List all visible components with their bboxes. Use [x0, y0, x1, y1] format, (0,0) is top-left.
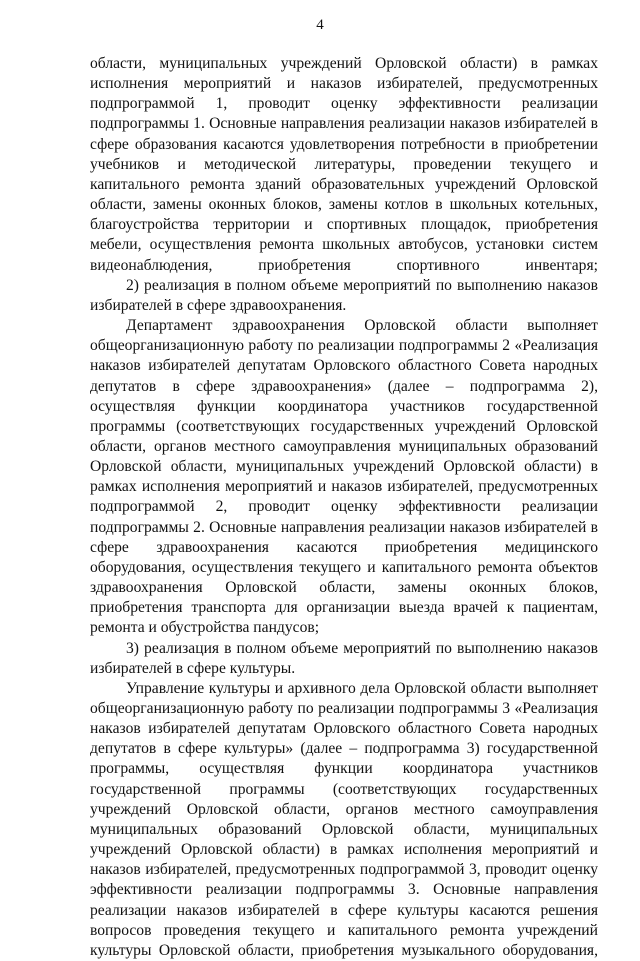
- paragraph-healthcare-department: Департамент здравоохранения Орловской области выполняет общеорганизационную работу по реализации подпрограммы 2 «Реализация наказов избирателей депутатам Орловского областного Совета народных депутатов в сфере здравоохранения» (далее – подпрограмма 2), осуществляя функции координатора участников государственной программы (соответствующих государственных учреждений Орловской области, органов местного самоуправления муниципальных образований Орловской области, муниципальных учреждений Орловской области) в рамках исполнения мероприятий и наказов избирателей, предусмотренных подпрограммой 2, проводит оценку эффективности реализации подпрограммы 2. Основные направления реализации наказов избирателей в сфере здравоохранения касаются приобретения медицинского оборудования, осуществления текущего и капитального ремонта объектов здравоохранения Орловской области, замены оконных блоков, приобретения транспорта для организации выезда врачей к пациентам, ремонта и обустройства пандусов;: [90, 317, 598, 637]
- body-text: [90, 54, 598, 961]
- paragraph-item-3-culture: 3) реализация в полном объеме мероприятий по выполнению наказов избирателей в сфере культуры.: [90, 639, 598, 677]
- paragraph-item-2-healthcare: 2) реализация в полном объеме мероприятий по выполнению наказов избирателей в сфере здравоохранения.: [90, 276, 598, 314]
- page-number: 4: [316, 17, 324, 33]
- paragraph-education-continued: области, муниципальных учреждений Орловской области) в рамках исполнения мероприятий и наказов избирателей, предусмотренных подпрограммой 1, проводит оценку эффективности реализации подпрограммы 1. Основные направления реализации наказов избирателей в сфере образования касаются удовлетворения потребности в приобретении учебников и методической литературы, проведении текущего и капитального ремонта зданий образовательных учреждений Орловской области, замены оконных блоков, замены котлов в школьных котельных, благоустройства территории и спортивных площадок, приобретения мебели, осуществления ремонта школьных автобусов, установки систем видеонаблюдения, приобретения спортивного инвентаря;: [90, 55, 598, 274]
- paragraph-culture-department: Управление культуры и архивного дела Орловской области выполняет общеорганизационную работу по реализации подпрограммы 3 «Реализация наказов избирателей депутатам Орловского областного Совета народных депутатов в сфере культуры» (далее – подпрограмма 3) государственной программы, осуществляя функции координатора участников государственной программы (соответствующих государственных учреждений Орловской области, органов местного самоуправления муниципальных образований Орловской области, муниципальных учреждений Орловской области) в рамках исполнения мероприятий и наказов избирателей, предусмотренных подпрограммой 3, проводит оценку эффективности реализации подпрограммы 3. Основные направления реализации наказов избирателей в сфере культуры касаются решения вопросов проведения текущего и капитального ремонта учреждений культуры Орловской области, приобретения музыкального оборудования,: [90, 679, 598, 959]
